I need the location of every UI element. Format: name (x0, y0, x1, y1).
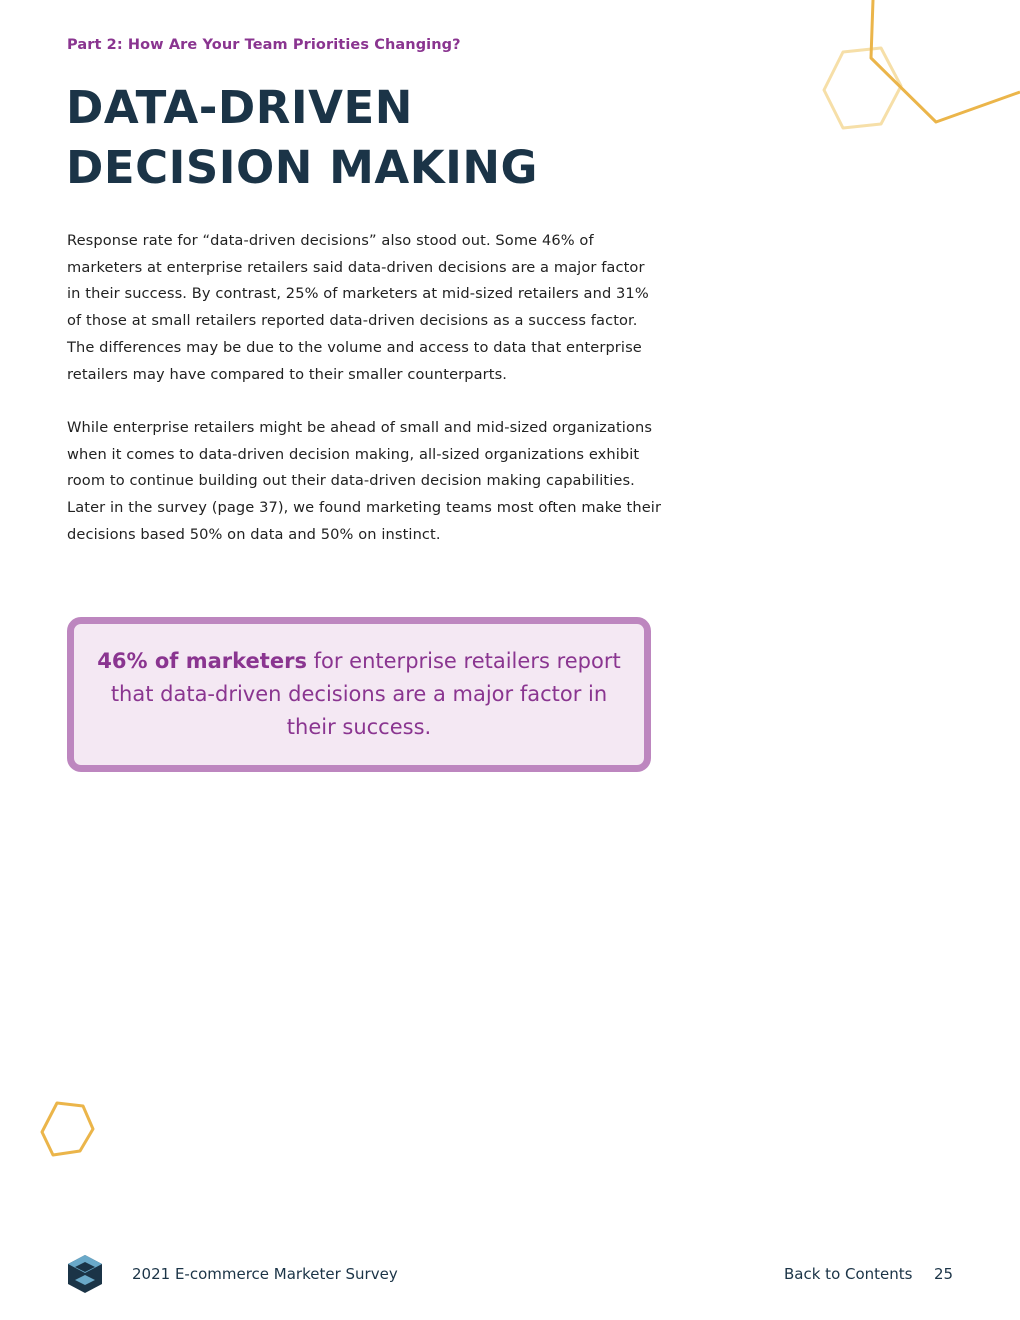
paragraph-line: retailers may have compared to their smaller counterparts. (67, 365, 508, 383)
paragraph-line: While enterprise retailers might be ahead of small and mid-sized organizations (67, 419, 653, 436)
body-paragraph-1 (67, 228, 667, 388)
paragraph-line: in their success. By contrast, 25% of marketers at mid-sized retailers and 31% (67, 285, 649, 303)
footer-report-title: 2021 E-commerce Marketer Survey (132, 1265, 398, 1283)
page-number: 25 (934, 1265, 954, 1283)
hexagon-gold-top-right-icon (871, 0, 1020, 122)
stat-callout-box (67, 617, 651, 772)
callout-rest: for enterprise retailers report that data-driven decisions are a major factor in their success. (110, 649, 621, 739)
page-title-line-1: DATA-DRIVEN (66, 81, 413, 134)
back-to-contents-link[interactable]: Back to Contents (784, 1265, 913, 1283)
paragraph-line: of those at small retailers reported data-driven decisions as a success factor. (67, 312, 638, 330)
paragraph-line: The differences may be due to the volume and access to data that enterprise (67, 338, 642, 356)
section-eyebrow: Part 2: How Are Your Team Priorities Changing? (67, 37, 461, 53)
paragraph-line: when it comes to data-driven decision making, all-sized organizations exhibit (67, 445, 640, 463)
page-title (66, 78, 538, 198)
body-paragraph-2 (67, 415, 667, 549)
paragraph-line: decisions based 50% on data and 50% on instinct. (67, 525, 441, 543)
paragraph-line: Later in the survey (page 37), we found marketing teams most often make their (67, 499, 662, 517)
callout-text (89, 645, 629, 744)
callout-highlight: 46% of marketers (97, 649, 307, 673)
page-title-line-2: DECISION MAKING (66, 141, 538, 194)
brand-logo-icon (65, 1254, 105, 1294)
hexagon-gold-bottom-left-icon (42, 1103, 93, 1155)
paragraph-line: marketers at enterprise retailers said data-driven decisions are a major factor (67, 258, 645, 276)
paragraph-line: room to continue building out their data-driven decision making capabilities. (67, 472, 635, 490)
hexagon-light-top-icon (824, 48, 901, 128)
paragraph-line: Response rate for “data-driven decisions” also stood out. Some 46% of (67, 232, 594, 249)
